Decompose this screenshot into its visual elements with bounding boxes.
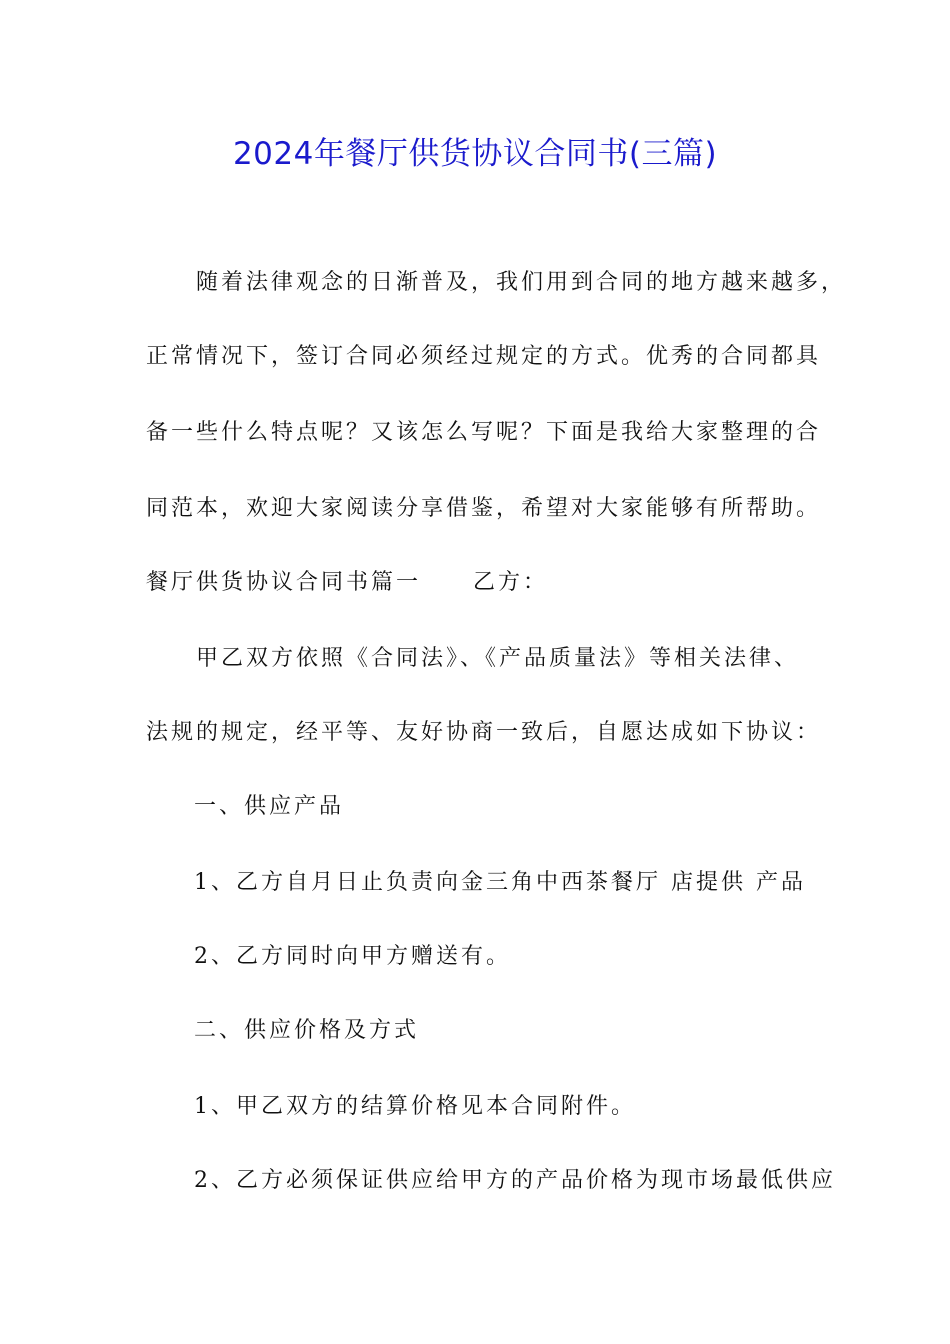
clause-item: 2、乙方同时向甲方赠送有。	[194, 944, 511, 969]
paragraph-line: 随着法律观念的日渐普及，我们用到合同的地方越来越多，	[196, 270, 847, 295]
document-title: 2024年餐厅供货协议合同书(三篇)	[232, 136, 718, 172]
section-heading: 餐厅供货协议合同书篇一	[146, 570, 422, 595]
paragraph-line: 同范本，欢迎大家阅读分享借鉴，希望对大家能够有所帮助。	[146, 496, 822, 521]
clause-item: 1、乙方自月日止负责向金三角中西茶餐厅 店提供 产品	[194, 870, 806, 895]
clause-heading: 一、供应产品	[194, 794, 345, 819]
clause-item: 1、甲乙双方的结算价格见本合同附件。	[194, 1094, 636, 1119]
paragraph-line: 正常情况下，签订合同必须经过规定的方式。优秀的合同都具	[146, 344, 822, 369]
paragraph-line: 法规的规定，经平等、友好协商一致后，自愿达成如下协议：	[146, 720, 822, 745]
clause-heading: 二、供应价格及方式	[194, 1018, 420, 1043]
paragraph-line: 备一些什么特点呢？又该怎么写呢？下面是我给大家整理的合	[146, 420, 822, 445]
paragraph-line: 甲乙双方依照《合同法》、《产品质量法》等相关法律、	[196, 646, 800, 671]
clause-item: 2、乙方必须保证供应给甲方的产品价格为现市场最低供应	[194, 1168, 836, 1193]
party-b-label: 乙方：	[473, 570, 549, 595]
section-heading-line	[146, 568, 548, 598]
